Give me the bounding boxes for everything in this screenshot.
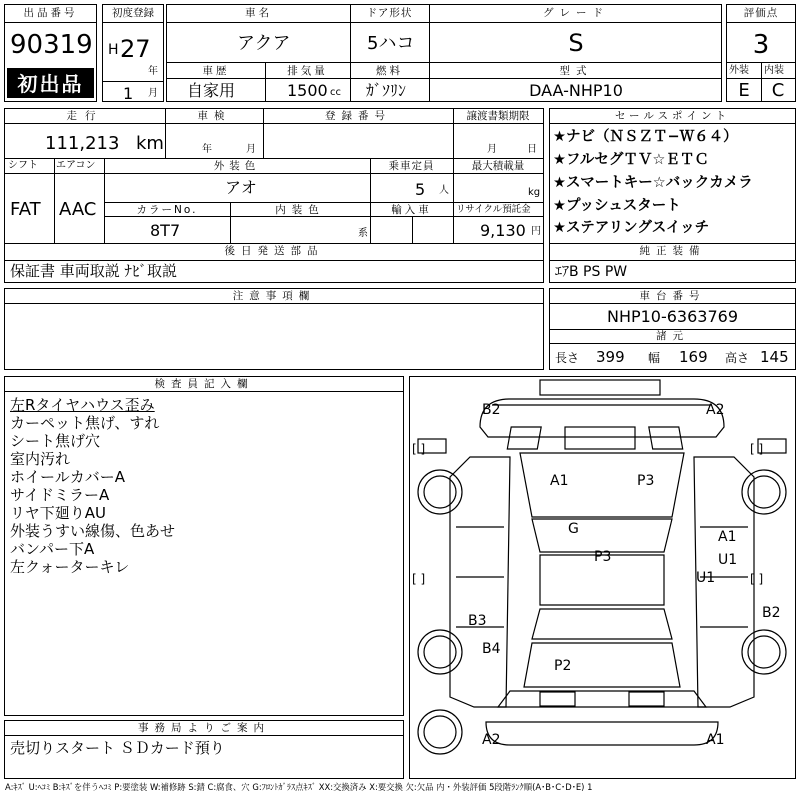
history-label: 車歴 — [202, 65, 230, 77]
score: 3 — [752, 30, 770, 60]
car-name-label: 車名 — [245, 7, 272, 19]
inspector-note-7: リヤ下廻りAU — [10, 504, 106, 522]
tire-front-left — [418, 470, 462, 514]
mark-g-roof: G — [568, 521, 579, 537]
mark-bracket-l1: [ ] — [412, 442, 426, 456]
left-side — [450, 457, 510, 707]
transfer-month-unit: 月 — [487, 144, 497, 155]
max-load-unit: kg — [528, 187, 541, 198]
office-block — [4, 720, 404, 779]
inspection-year-unit: 年 — [202, 144, 212, 155]
chassis-number: NHP10-6363769 — [606, 307, 739, 326]
mileage: 111,213 — [45, 133, 120, 154]
interior-grade: C — [771, 80, 785, 101]
door-type: 5ハコ — [367, 33, 415, 54]
color-label: 外装色 — [213, 160, 261, 172]
displacement-label: 排気量 — [287, 65, 328, 77]
height-label: 高さ — [725, 351, 750, 365]
rear-bumper — [498, 691, 706, 707]
exterior-grade-label: 外装 — [729, 65, 749, 76]
registration-year: 27 — [120, 35, 151, 63]
capacity: 5 — [415, 180, 426, 199]
length: 399 — [596, 348, 625, 366]
damage-diagram — [409, 376, 796, 779]
windshield — [532, 519, 672, 552]
mark-b4-left: B4 — [482, 641, 501, 657]
shift: FAT — [10, 199, 41, 220]
notes-block — [4, 288, 544, 370]
mark-bracket-r1: [ ] — [750, 442, 764, 456]
mark-a2-front: A2 — [706, 402, 725, 418]
sales-point-5: ★ステアリングスイッチ — [553, 220, 710, 236]
exterior-color: アオ — [225, 178, 257, 197]
sales-point-4: ★プッシュスタート — [553, 198, 681, 214]
displacement: 1500 — [287, 81, 328, 100]
recycle-unit: 円 — [531, 226, 541, 237]
mark-u1-right: U1 — [718, 552, 738, 568]
mark-a1-right: A1 — [718, 529, 737, 545]
fuel-label: 燃料 — [376, 65, 403, 77]
recycle-label: リサイクル預託金 — [456, 204, 531, 215]
trunk — [524, 643, 680, 687]
mark-b3-left: B3 — [468, 613, 487, 629]
lot-number-label: 出品番号 — [23, 7, 78, 19]
mark-a2-rear: A2 — [482, 732, 501, 748]
fuel: ｶﾞｿﾘﾝ — [366, 81, 407, 100]
capacity-label: 乗車定員 — [388, 160, 435, 172]
interior-grade-label: 内装 — [764, 65, 784, 76]
length-label: 長さ — [555, 351, 580, 365]
genuine-equipment-label: 純正装備 — [639, 245, 706, 257]
car-outline — [410, 377, 794, 777]
transfer-day-unit: 日 — [527, 144, 537, 155]
mark-p2-trunk: P2 — [554, 658, 572, 674]
recycle-fee: 9,130 — [480, 221, 526, 240]
later-parts: 保証書 車両取説 ﾅﾋﾞ取説 — [10, 262, 178, 280]
sales-points-block — [549, 108, 796, 283]
inspector-note-4: 室内汚れ — [10, 450, 71, 468]
first-registration-label: 初度登録 — [112, 7, 154, 19]
registration-year-unit: 年 — [148, 66, 158, 77]
sales-point-3: ★スマートキー☆バックカメラ — [553, 175, 753, 191]
mark-p3-roof: P3 — [594, 549, 612, 565]
grade-label: グレード — [543, 7, 609, 19]
legend: A:ｷｽﾞ U:ﾍｺﾐ B:ｷｽﾞを伴うﾍｺﾐ P:要塗装 W:補修跡 S:錆 C:腐食、穴 G:ﾌﾛﾝﾄｶﾞﾗｽ点ｷｽﾞ XX:交換済み X:要交換 欠:欠品 内・外装評価 5段階ﾗﾝｸ順(A･B･C･D･E) 1 — [5, 782, 593, 792]
vehicle-info-block — [4, 108, 544, 283]
aircon-label: エアコン — [56, 160, 96, 171]
exterior-grade: E — [738, 80, 750, 101]
door-label: ドア形状 — [366, 7, 413, 19]
inspector-block — [4, 376, 404, 716]
mileage-unit: km — [136, 133, 164, 154]
shift-label: シフト — [8, 160, 38, 171]
model-label: 型式 — [559, 65, 593, 77]
inspection-month-unit: 月 — [246, 144, 256, 155]
rear-window — [532, 609, 672, 639]
top-middle-block — [166, 4, 722, 102]
registration-month: 1 — [123, 84, 134, 103]
displacement-unit: cc — [330, 87, 341, 98]
first-listing-text: 初出品 — [17, 72, 84, 96]
reg-number-label: 登録番号 — [325, 110, 391, 122]
registration-era: H — [108, 42, 119, 58]
inspector-note-1: 左Rタイヤハウス歪み — [10, 396, 155, 414]
model-code: DAA-NHP10 — [529, 81, 623, 100]
specs-label: 諸元 — [656, 330, 689, 342]
color-no-label: カラーNo. — [136, 204, 198, 216]
mark-a1-hood: A1 — [550, 473, 569, 489]
rear-bumper-lower — [486, 722, 718, 745]
grade: S — [568, 29, 584, 57]
aircon: AAC — [59, 199, 97, 220]
mark-a1-rear: A1 — [706, 732, 725, 748]
transfer-deadline-label: 譲渡書類期限 — [466, 110, 530, 122]
inspector-note-2: カーペット焦げ、すれ — [10, 414, 160, 432]
import-label: 輸入車 — [391, 204, 432, 216]
interior-color-suffix: 系 — [358, 228, 368, 239]
score-cell — [726, 4, 796, 102]
genuine-equipment: ｴｱB PS PW — [555, 264, 628, 280]
lot-number: 90319 — [10, 30, 93, 60]
hood-outline — [520, 453, 684, 517]
inspector-note-6: サイドミラーA — [10, 486, 110, 504]
inspector-note-9: バンパー下A — [10, 540, 95, 558]
height: 145 — [760, 348, 789, 366]
sales-point-2: ★フルセグＴＶ☆ＥＴＣ — [553, 152, 709, 168]
color-no: 8T7 — [150, 221, 181, 240]
inspector-note-3: シート焦げ穴 — [10, 432, 101, 450]
mark-p3-hood: P3 — [637, 473, 655, 489]
later-parts-label: 後日発送部品 — [224, 245, 324, 257]
history: 自家用 — [187, 81, 236, 100]
chassis-label: 車台番号 — [639, 290, 706, 302]
chassis-block — [549, 288, 796, 370]
mark-u1-low: U1 — [696, 570, 716, 586]
mark-b2-right: B2 — [762, 605, 781, 621]
lot-number-cell — [4, 4, 97, 102]
score-label: 評価点 — [743, 7, 779, 19]
inspection-label: 車検 — [197, 110, 231, 122]
capacity-unit: 人 — [439, 185, 449, 196]
mark-bracket-r2: [ ] — [750, 572, 764, 586]
office-note: 売切りスタート ＳＤカード預り — [10, 739, 225, 757]
sales-point-1: ★ナビ（ＮＳＺＴ−Ｗ６４） — [553, 129, 738, 145]
width-label: 幅 — [648, 351, 661, 365]
mileage-label: 走行 — [66, 110, 104, 122]
first-registration-cell — [102, 4, 164, 102]
front-bumper-lower — [540, 380, 660, 395]
office-label: 事務局よりご案内 — [138, 722, 270, 734]
mark-bracket-l2: [ ] — [412, 572, 426, 586]
car-name: アクア — [237, 33, 291, 54]
interior-color-label: 内装色 — [275, 204, 325, 216]
inspector-note-10: 左クォーターキレ — [10, 558, 130, 576]
mark-b2-front: B2 — [482, 402, 501, 418]
registration-month-unit: 月 — [148, 88, 158, 99]
inspector-note-5: ホイールカバーA — [10, 468, 125, 486]
max-load-label: 最大積載量 — [471, 160, 525, 172]
notes-label: 注意事項欄 — [232, 290, 316, 302]
inspector-label: 検査員記入欄 — [154, 378, 254, 390]
width: 169 — [679, 348, 708, 366]
sales-points-label: セールスポイント — [614, 110, 731, 122]
inspector-note-8: 外装うすい線傷、色あせ — [10, 522, 176, 540]
